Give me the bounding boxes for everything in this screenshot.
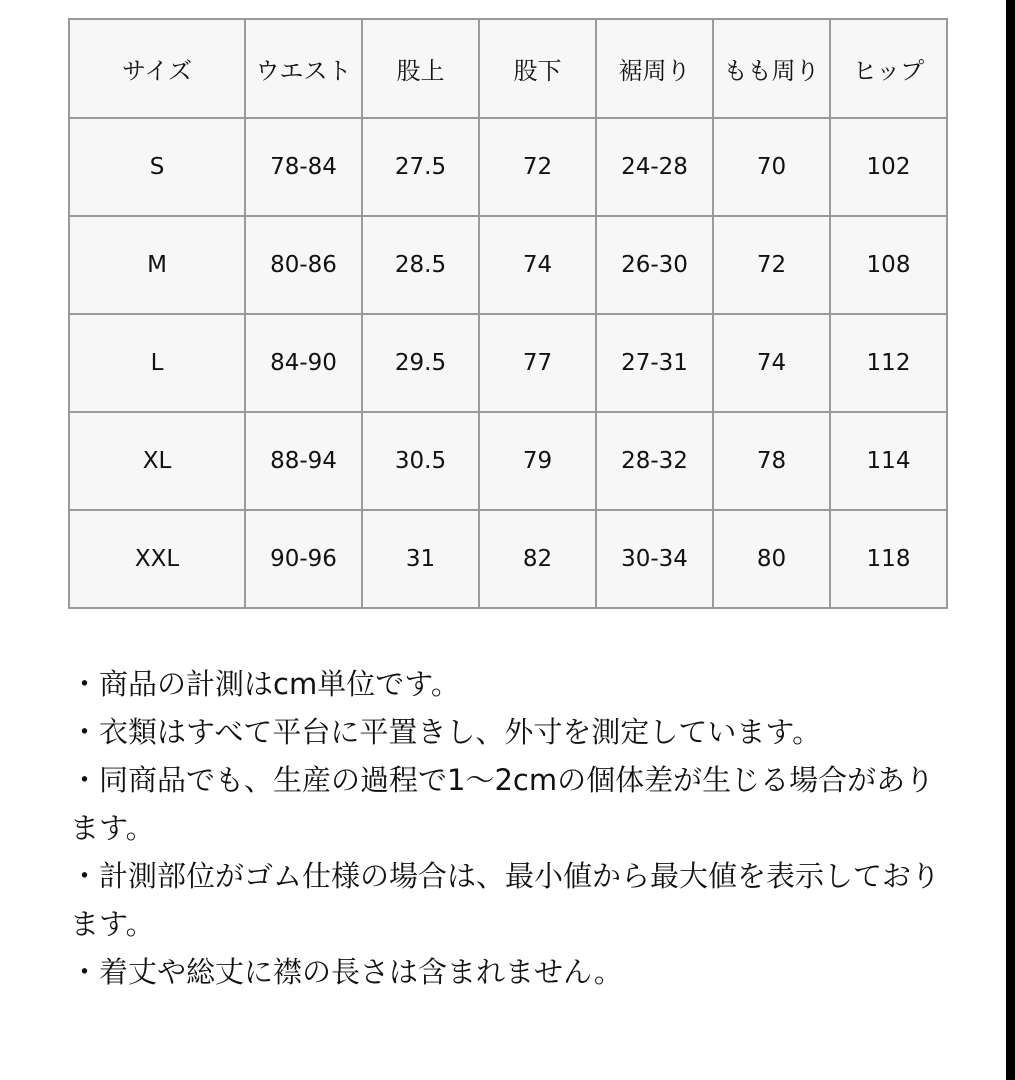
table-cell: 30-34 bbox=[596, 510, 713, 608]
header-size: サイズ bbox=[69, 19, 245, 118]
table-cell: 78 bbox=[713, 412, 830, 510]
header-hip: ヒップ bbox=[830, 19, 947, 118]
table-cell: 84-90 bbox=[245, 314, 362, 412]
header-inseam: 股下 bbox=[479, 19, 596, 118]
table-row bbox=[69, 314, 947, 412]
table-cell: 88-94 bbox=[245, 412, 362, 510]
note-flat-measurement: ・衣類はすべて平台に平置きし、外寸を測定しています。 bbox=[70, 715, 822, 749]
table-cell: L bbox=[69, 314, 245, 412]
table-cell: 74 bbox=[713, 314, 830, 412]
table-cell: 70 bbox=[713, 118, 830, 216]
table-cell: 74 bbox=[479, 216, 596, 314]
table-row bbox=[69, 118, 947, 216]
header-rise: 股上 bbox=[362, 19, 479, 118]
header-thigh: もも周り bbox=[713, 19, 830, 118]
table-cell: 29.5 bbox=[362, 314, 479, 412]
table-cell: 80-86 bbox=[245, 216, 362, 314]
table-cell: 30.5 bbox=[362, 412, 479, 510]
table-cell: 27.5 bbox=[362, 118, 479, 216]
table-cell: 108 bbox=[830, 216, 947, 314]
table-cell: 114 bbox=[830, 412, 947, 510]
table-cell: XXL bbox=[69, 510, 245, 608]
table-header-row bbox=[69, 19, 947, 118]
table-cell: 82 bbox=[479, 510, 596, 608]
table-cell: 24-28 bbox=[596, 118, 713, 216]
table-cell: 79 bbox=[479, 412, 596, 510]
note-individual-variance: ・同商品でも、生産の過程で1〜2cmの個体差が生じる場合があります。 bbox=[70, 763, 935, 845]
size-chart-table bbox=[68, 18, 948, 609]
table-cell: 112 bbox=[830, 314, 947, 412]
table-cell: 90-96 bbox=[245, 510, 362, 608]
table-cell: 26-30 bbox=[596, 216, 713, 314]
table-cell: 27-31 bbox=[596, 314, 713, 412]
table-cell: 102 bbox=[830, 118, 947, 216]
table-row bbox=[69, 216, 947, 314]
table-cell: 72 bbox=[713, 216, 830, 314]
table-cell: M bbox=[69, 216, 245, 314]
note-collar-excluded: ・着丈や総丈に襟の長さは含まれません。 bbox=[70, 955, 623, 989]
table-cell: 72 bbox=[479, 118, 596, 216]
note-measurement-unit: ・商品の計測はcm単位です。 bbox=[70, 667, 460, 701]
header-waist: ウエスト bbox=[245, 19, 362, 118]
notes-list bbox=[70, 660, 950, 996]
table-cell: 118 bbox=[830, 510, 947, 608]
table-row bbox=[69, 412, 947, 510]
table-cell: XL bbox=[69, 412, 245, 510]
header-hem: 裾周り bbox=[596, 19, 713, 118]
note-elastic-range: ・計測部位がゴム仕様の場合は、最小値から最大値を表示しております。 bbox=[70, 859, 941, 941]
table-cell: S bbox=[69, 118, 245, 216]
table-cell: 77 bbox=[479, 314, 596, 412]
table-cell: 80 bbox=[713, 510, 830, 608]
table-cell: 28-32 bbox=[596, 412, 713, 510]
table-cell: 31 bbox=[362, 510, 479, 608]
table-row bbox=[69, 510, 947, 608]
table-cell: 28.5 bbox=[362, 216, 479, 314]
table-cell: 78-84 bbox=[245, 118, 362, 216]
